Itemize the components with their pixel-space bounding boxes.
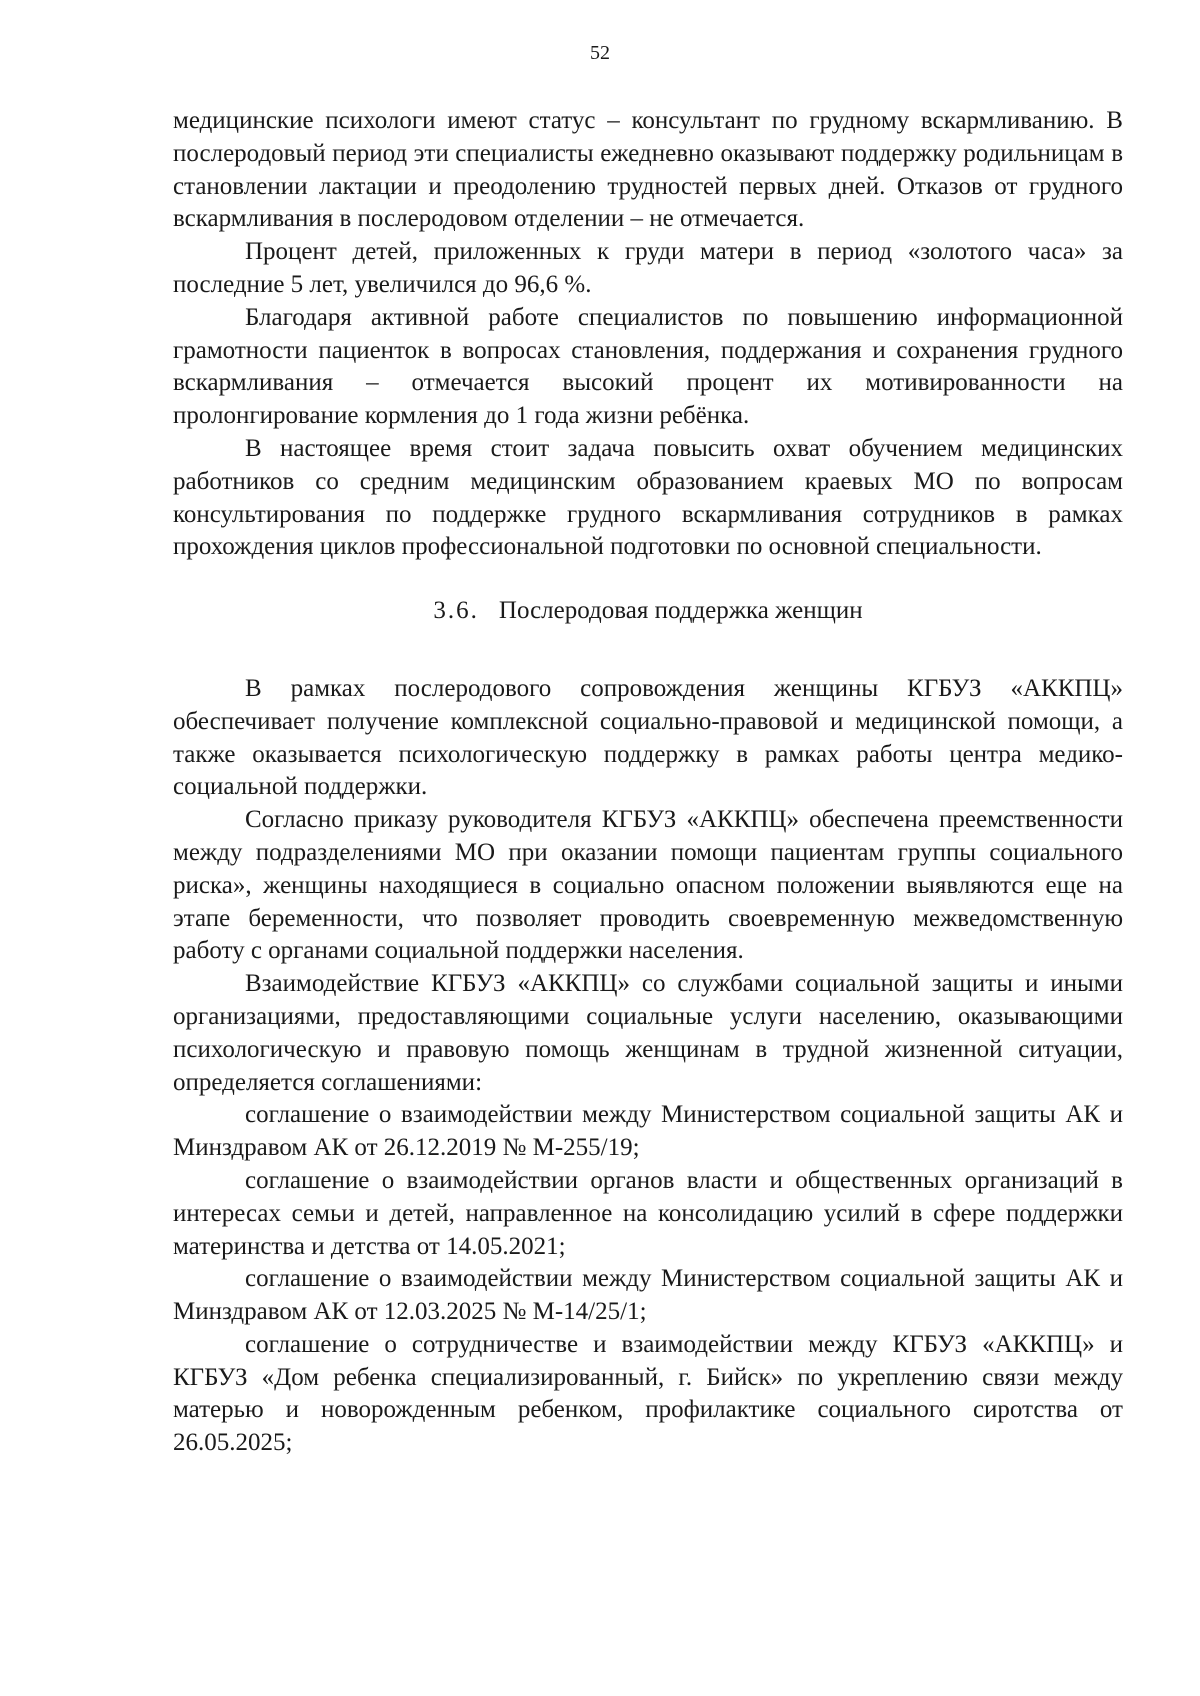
- section-title: Послеродовая поддержка женщин: [498, 597, 863, 625]
- agreement-item: соглашение о взаимодействии органов власти и общественных организаций в интересах семьи и детей, направленное на консолидацию усилий в сфере поддержки материнства и детства от 14.05.2021;: [173, 1166, 1123, 1260]
- paragraph-specialists-work: Благодаря активной работе специалистов по повышению информационной грамотности пациенток в вопросах становления, поддержания и сохранения грудного вскармливания – отмечается высокий процент их мотивированности на пролонгирование кормления до 1 года жизни ребёнка.: [173, 303, 1123, 430]
- paragraph-interaction: Взаимодействие КГБУЗ «АККПЦ» со службами социальной защиты и иными организациями, предоставляющими социальные услуги населению, оказывающими психологическую и правовую помощь женщинам в трудной жизненной ситуации, определяется соглашениями:: [173, 970, 1123, 1096]
- agreement-item: соглашение о взаимодействии между Министерством социальной защиты АК и Минздравом АК от 26.12.2019 № М-255/19;: [173, 1101, 1123, 1162]
- paragraph-current-task: В настоящее время стоит задача повысить охват обучением медицинских работников со средним медицинским образованием краевых МО по вопросам консультирования по поддержке грудного вскармливания сотрудников в рамках прохождения циклов профессиональной подготовки по основной специальности.: [173, 434, 1123, 561]
- document-body: [173, 105, 1123, 1460]
- paragraph-postnatal-support: В рамках послеродового сопровождения женщины КГБУЗ «АККПЦ» обеспечивает получение комплексной социально-правовой и медицинской помощи, а также оказывается психологическую поддержку в рамках работы центра медико-социальной поддержки.: [173, 674, 1123, 801]
- paragraph-order: Согласно приказу руководителя КГБУЗ «АККПЦ» обеспечена преемственности между подразделениями МО при оказании помощи пациентам группы социального риска», женщины находящиеся в социально опасном положении выявляются еще на этапе беременности, что позволяет проводить своевременную межведомственную работу с органами социальной поддержки населения.: [173, 806, 1123, 965]
- section-heading: [173, 595, 1123, 628]
- agreement-item: соглашение о взаимодействии между Министерством социальной защиты АК и Минздравом АК от 12.03.2025 № М-14/25/1;: [173, 1265, 1123, 1326]
- paragraph-continued: медицинские психологи имеют статус – консультант по грудному вскармливанию. В послеродовый период эти специалисты ежедневно оказывают поддержку родильницам в становлении лактации и преодолению трудностей первых дней. Отказов от грудного вскармливания в послеродовом отделении – не отмечается.: [173, 107, 1123, 233]
- page-number: 52: [590, 42, 610, 64]
- agreement-item: соглашение о сотрудничестве и взаимодействии между КГБУЗ «АККПЦ» и КГБУЗ «Дом ребенка специализированный, г. Бийск» по укреплению связи между матерью и новорожденным ребенком, профилактике социального сиротства от 26.05.2025;: [173, 1330, 1123, 1457]
- paragraph-golden-hour: Процент детей, приложенных к груди матери в период «золотого часа» за последние 5 лет, увеличился до 96,6 %.: [173, 238, 1123, 298]
- section-number: 3.6.: [433, 597, 479, 625]
